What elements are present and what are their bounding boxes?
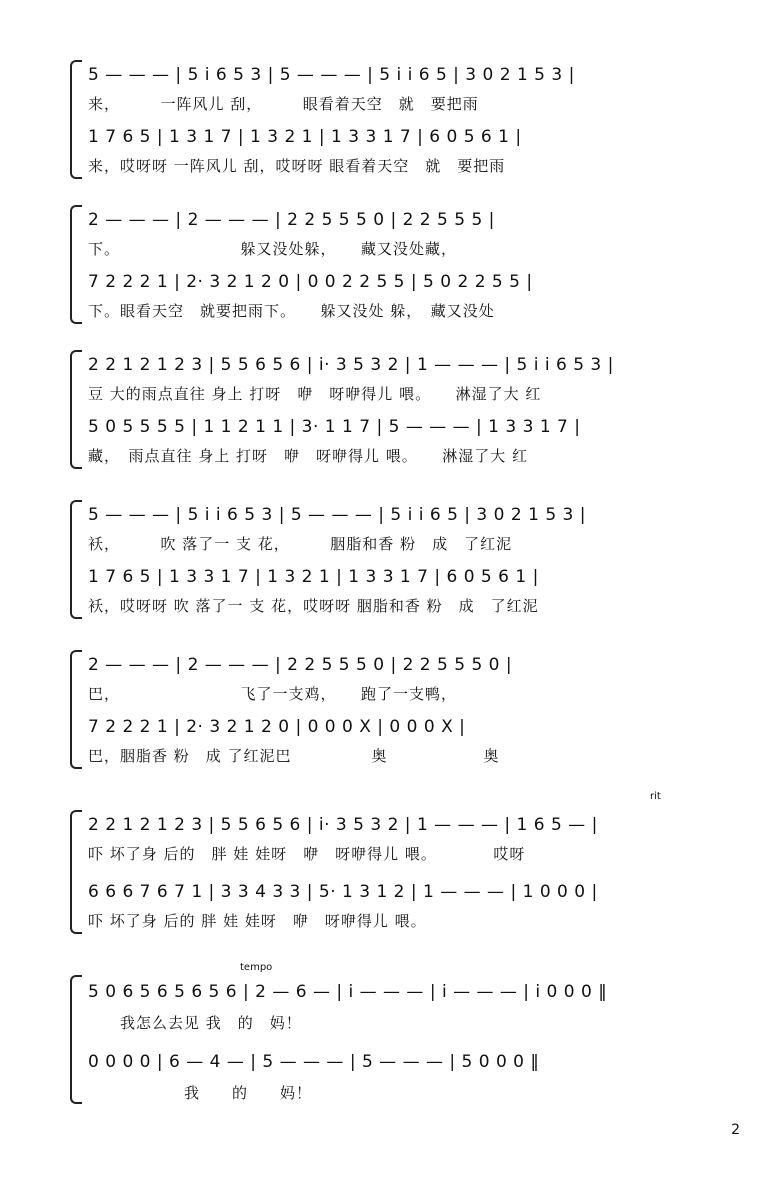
rit-mark: rit [650, 791, 661, 802]
top-notes: 2 2 1 2 1 2 3 | 5 5 6 5 6 | i· 3 5 3 2 | 1 — — — | 1 6 5 — | [88, 815, 598, 835]
bottom-notes: 0 0 0 0 | 6 — 4 — | 5 — — — | 5 — — — | 5 0 0 0 ‖ [88, 1052, 540, 1072]
system-4 [70, 495, 730, 615]
system-brace [70, 975, 82, 1104]
system-6 [70, 791, 730, 935]
bottom-lyrics: 我 的 妈！ [88, 1084, 313, 1102]
top-lyrics: 下。 躲又没处躲， 藏又没处藏， [88, 240, 458, 258]
system-brace [70, 500, 82, 619]
system-brace [70, 650, 82, 769]
top-lyrics: 来， 一阵风儿 刮， 眼看着天空 就 要把雨 [88, 95, 479, 113]
system-5 [70, 645, 730, 765]
system-brace [70, 810, 82, 934]
top-notes: 2 2 1 2 1 2 3 | 5 5 6 5 6 | i· 3 5 3 2 | 1 — — — | 5 i i 6 5 3 | [88, 355, 614, 375]
top-lyrics: 我怎么去见 我 的 妈！ [88, 1014, 302, 1032]
system-2 [70, 200, 730, 320]
page-number: 2 [731, 1122, 740, 1138]
system-brace [70, 350, 82, 469]
top-notes: 5 — — — | 5 i 6 5 3 | 5 — — — | 5 i i 6 5 | 3 0 2 1 5 3 | [88, 65, 575, 85]
bottom-lyrics: 来，哎呀呀 一阵风儿 刮，哎呀呀 眼看着天空 就 要把雨 [88, 157, 506, 175]
system-brace [70, 205, 82, 324]
bottom-lyrics: 吓 坏了身 后的 胖 娃 娃呀 咿 呀咿得儿 喂。 [88, 912, 427, 930]
tempo-mark: tempo [240, 962, 273, 973]
bottom-notes: 7 2 2 2 1 | 2· 3 2 1 2 0 | 0 0 2 2 5 5 | 5 0 2 2 5 5 | [88, 272, 533, 292]
bottom-lyrics: 藏， 雨点直往 身上 打呀 咿 呀咿得儿 喂。 淋湿了大 红 [88, 447, 529, 465]
top-lyrics: 豆 大的雨点直往 身上 打呀 咿 呀咿得儿 喂。 淋湿了大 红 [88, 385, 542, 403]
top-lyrics: 袄， 吹 落了一 支 花， 胭脂和香 粉 成 了红泥 [88, 535, 513, 553]
top-lyrics: 巴， 飞了一支鸡， 跑了一支鸭， [88, 685, 458, 703]
bottom-lyrics: 袄，哎呀呀 吹 落了一 支 花，哎呀呀 胭脂和香 粉 成 了红泥 [88, 597, 539, 615]
bottom-notes: 1 7 6 5 | 1 3 1 7 | 1 3 2 1 | 1 3 3 1 7 | 6 0 5 6 1 | [88, 127, 522, 147]
bottom-notes: 7 2 2 2 1 | 2· 3 2 1 2 0 | 0 0 0 X | 0 0 0 X | [88, 717, 466, 737]
bottom-notes: 6 6 6 7 6 7 1 | 3 3 4 3 3 | 5· 1 3 1 2 | 1 — — — | 1 0 0 0 | [88, 882, 598, 902]
top-notes: 5 — — — | 5 i i 6 5 3 | 5 — — — | 5 i i 6 5 | 3 0 2 1 5 3 | [88, 505, 586, 525]
system-3 [70, 345, 730, 465]
top-lyrics: 吓 坏了身 后的 胖 娃 娃呀 咿 呀咿得儿 喂。 哎呀 [88, 845, 526, 863]
system-brace [70, 60, 82, 179]
top-notes: 5 0 6 5 6 5 6 5 6 | 2 — 6 — | i — — — | i — — — | i 0 0 0 ‖ [88, 982, 608, 1002]
bottom-lyrics: 下。眼看天空 就要把雨下。 躲又没处 躲， 藏又没处 [88, 302, 495, 320]
bottom-notes: 1 7 6 5 | 1 3 3 1 7 | 1 3 2 1 | 1 3 3 1 7 | 6 0 5 6 1 | [88, 567, 539, 587]
bottom-notes: 5 0 5 5 5 5 | 1 1 2 1 1 | 3· 1 1 7 | 5 — — — | 1 3 3 1 7 | [88, 417, 581, 437]
top-notes: 2 — — — | 2 — — — | 2 2 5 5 5 0 | 2 2 5 5 5 0 | [88, 655, 513, 675]
top-notes: 2 — — — | 2 — — — | 2 2 5 5 5 0 | 2 2 5 5 5 | [88, 210, 495, 230]
system-7 [70, 962, 730, 1105]
system-1 [70, 55, 730, 175]
bottom-lyrics: 巴，胭脂香 粉 成 了红泥巴 奥 奥 [88, 747, 500, 765]
